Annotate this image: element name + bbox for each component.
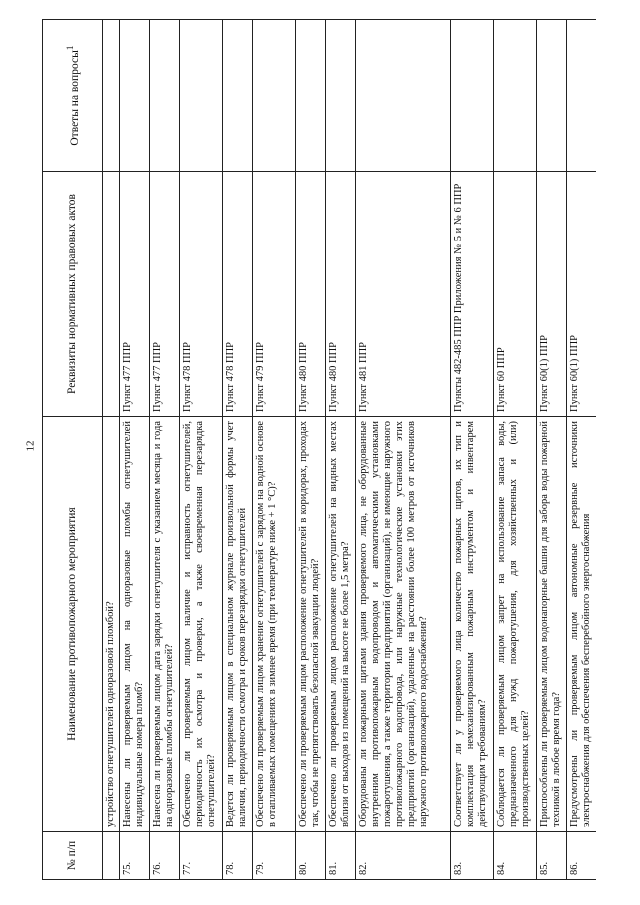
header-answer-text: Ответы на вопросы [68,50,81,146]
page-number: 12 [24,440,37,452]
cell-ref: Пункт 481 ППР [356,172,451,417]
cell-name: Обеспечено ли проверяемым лицом расположение огнетушителей в коридорах, проходах так, чтобы не препятствовать безопасной эвакуации людей? [296,417,326,832]
table-row [451,20,494,880]
table-row [537,20,567,880]
table-row [326,20,356,880]
cell-num: 77. [180,832,223,880]
table-row [356,20,451,880]
cell-answer[interactable] [356,20,451,172]
cell-num: 82. [356,832,451,880]
cell-name: Приспособлены ли проверяемым лицом водонапорные башни для забора воды пожарной техникой в любое время года? [537,417,567,832]
document-sheet [42,20,598,880]
header-ref: Реквизиты нормативных правовых актов [43,172,103,417]
table-row [494,20,537,880]
header-name: Наименование противопожарного мероприятия [43,417,103,832]
table-row [103,20,120,880]
cell-name: Ведется ли проверяемым лицом в специальном журнале произвольной формы учет наличия, периодичности осмотра и сроков перезарядки огнетушителей [223,417,253,832]
cell-name: Соблюдается ли проверяемым лицом запрет на использование запаса воды, предназначенного для нужд пожаротушения, для хозяйственных и (или) производственных целей? [494,417,537,832]
header-answer [43,20,103,172]
table-row [150,20,180,880]
cell-num: 83. [451,832,494,880]
cell-ref: Пункт 480 ППР [296,172,326,417]
cell-name: устройство огнетушителей одноразовой пломбой? [103,417,120,832]
table-row [223,20,253,880]
table-header-row [43,20,103,880]
header-num: № п/п [43,832,103,880]
cell-ref: Пункт 60(1) ППР [537,172,567,417]
cell-num: 85. [537,832,567,880]
cell-answer[interactable] [223,20,253,172]
cell-answer[interactable] [120,20,150,172]
table-row [567,20,597,880]
cell-num: 80. [296,832,326,880]
table-row [296,20,326,880]
table-row [120,20,150,880]
cell-num: 76. [150,832,180,880]
cell-ref: Пункт 480 ППР [326,172,356,417]
checklist-table [42,19,596,880]
cell-ref: Пункт 60(1) ППР [567,172,597,417]
cell-ref: Пункт 60 ППР [494,172,537,417]
cell-answer[interactable] [494,20,537,172]
table-row [253,20,296,880]
cell-ref: Пункты 482-485 ППР Приложения № 5 и № 6 ППР [451,172,494,417]
header-answer-footnote: 1 [64,45,76,51]
cell-ref [103,172,120,417]
cell-name: Нанесена ли проверяемым лицом дата зарядки огнетушителя с указанием месяца и года на одноразовые пломбы огнетушителей? [150,417,180,832]
cell-answer[interactable] [180,20,223,172]
cell-ref: Пункт 478 ППР [180,172,223,417]
cell-ref: Пункт 477 ППР [150,172,180,417]
cell-num: 84. [494,832,537,880]
cell-ref: Пункт 478 ППР [223,172,253,417]
cell-answer [103,20,120,172]
cell-answer[interactable] [326,20,356,172]
cell-answer[interactable] [451,20,494,172]
cell-num: 79. [253,832,296,880]
cell-answer[interactable] [567,20,597,172]
cell-name: Обеспечено ли проверяемым лицом наличие и исправность огнетушителей, периодичность их осмотра и проверки, а также своевременная перезарядка огнетушителей? [180,417,223,832]
cell-name: Предусмотрены ли проверяемым лицом автономные резервные источники электроснабжения для обеспечения бесперебойного энергоснабжения [567,417,597,832]
cell-name: Нанесены ли проверяемым лицом на одноразовые пломбы огнетушителей индивидуальные номера пломб? [120,417,150,832]
cell-answer[interactable] [537,20,567,172]
cell-num: 81. [326,832,356,880]
cell-ref: Пункт 479 ППР [253,172,296,417]
cell-answer[interactable] [150,20,180,172]
cell-num: 78. [223,832,253,880]
cell-name: Оборудованы ли пожарными щитами здания проверяемого лица, не оборудованные внутренним противопожарным водопроводом и автоматическими установками пожаротушения, а также территории предприятий (организаций), не имеющие наружного противопожарного водопровода, или наружные технологические установки этих предприятий (организаций), удаленные на расстоянии более 100 метров от источников наружного противопожарного водоснабжения? [356,417,451,832]
cell-name: Соответствует ли у проверяемого лица количество пожарных щитов, их тип и комплектация немеханизированным пожарным инструментом и инвентарем действующим требованиям? [451,417,494,832]
cell-num [103,832,120,880]
cell-name: Обеспечено ли проверяемым лицом хранение огнетушителей с зарядом на водной основе в отапливаемых помещениях в зимнее время (при температуре ниже + 1 °С)? [253,417,296,832]
cell-name: Обеспечено ли проверяемым лицом расположение огнетушителей на видных местах вблизи от выходов из помещений на высоте не более 1,5 метра? [326,417,356,832]
cell-answer[interactable] [253,20,296,172]
cell-num: 75. [120,832,150,880]
cell-ref: Пункт 477 ППР [120,172,150,417]
cell-num: 86. [567,832,597,880]
table-row [180,20,223,880]
cell-answer[interactable] [296,20,326,172]
